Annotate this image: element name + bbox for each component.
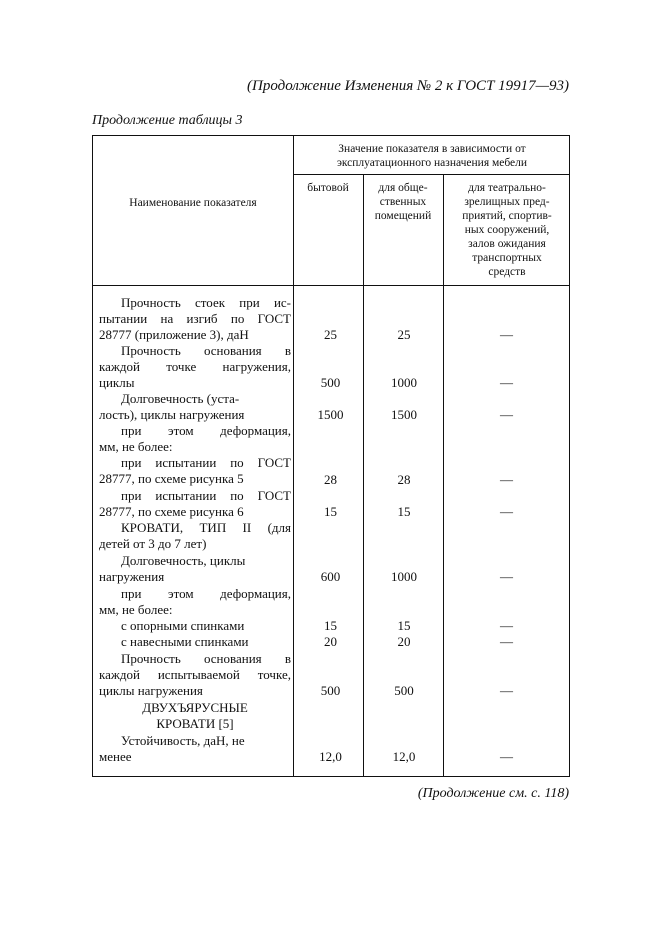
header-line: ственных — [379, 196, 427, 208]
value-household: 500 — [320, 683, 341, 698]
row-label-8 — [99, 553, 291, 585]
label-line: каждой точке нагружения, — [99, 359, 291, 374]
header-line: транспортных — [472, 252, 542, 264]
label-line: 28777 (приложение 3), даН — [99, 327, 249, 342]
label-line: при этом деформация, — [121, 423, 291, 438]
label-line: пытании на изгиб по ГОСТ — [99, 311, 291, 326]
row-label-9 — [99, 586, 291, 618]
label-line: лость), циклы нагружения — [99, 407, 245, 422]
row-label-14 — [99, 733, 291, 765]
label-line: ДВУХЪЯРУСНЫЕ — [142, 700, 248, 715]
value-household: 20 — [324, 634, 337, 649]
value-public: 1500 — [391, 407, 417, 422]
header-line: ных сооружений, — [464, 224, 550, 236]
value-public: 12,0 — [392, 749, 416, 764]
value-public: 25 — [397, 327, 411, 342]
value-theater: — — [500, 683, 513, 698]
value-household: 500 — [320, 375, 341, 390]
header-line: зрелищных пред- — [464, 196, 550, 208]
data-table — [92, 135, 570, 777]
value-household: 600 — [320, 569, 341, 584]
value-public: 20 — [397, 634, 411, 649]
row-label-7 — [99, 520, 291, 552]
value-theater: — — [500, 618, 513, 633]
header-household: бытовой — [307, 182, 349, 194]
row-label-10 — [99, 618, 291, 634]
label-line: циклы — [99, 375, 135, 390]
value-theater: — — [500, 472, 513, 487]
label-line: мм, не более: — [99, 602, 173, 617]
value-public: 500 — [394, 683, 414, 698]
value-household: 15 — [324, 618, 337, 633]
row-label-13 — [99, 700, 291, 732]
value-household: 28 — [324, 472, 337, 487]
row-label-1 — [99, 295, 291, 343]
row-label-6 — [99, 488, 291, 520]
value-public: 1000 — [391, 375, 417, 390]
label-line: при этом деформация, — [121, 586, 291, 601]
row-label-5 — [99, 455, 291, 487]
value-theater: — — [500, 634, 513, 649]
value-household: 15 — [324, 504, 337, 519]
header-theater — [443, 181, 571, 279]
label-line: КРОВАТИ, ТИП II (для — [121, 520, 291, 535]
table-caption: Продолжение таблицы 3 — [92, 113, 243, 128]
label-line: при испытании по ГОСТ — [121, 488, 291, 503]
label-line: нагружения — [99, 569, 165, 584]
value-household: 12,0 — [319, 749, 342, 764]
page-header: (Продолжение Изменения № 2 к ГОСТ 19917—93) — [247, 78, 569, 94]
label-line: 28777, по схеме рисунка 6 — [99, 504, 244, 519]
value-household: 1500 — [317, 407, 344, 422]
row-label-2 — [99, 343, 291, 391]
header-group — [293, 142, 571, 170]
row-label-12 — [99, 651, 291, 699]
label-line: циклы нагружения — [99, 683, 203, 698]
label-line: Прочность основания в — [121, 343, 291, 358]
value-theater: — — [500, 569, 513, 584]
label-line: каждой испытываемой точке, — [99, 667, 291, 682]
col-divider — [293, 136, 294, 776]
label-line: Долговечность (уста- — [121, 391, 240, 406]
row-label-11 — [99, 634, 291, 650]
header-line: средств — [488, 266, 526, 278]
value-public: 15 — [397, 504, 411, 519]
value-theater: — — [500, 749, 513, 764]
header-line: приятий, спортив- — [462, 210, 552, 222]
label-line: при испытании по ГОСТ — [121, 455, 291, 470]
header-line: помещений — [374, 210, 432, 222]
header-line: для обще- — [378, 182, 428, 194]
value-public: 1000 — [391, 569, 417, 584]
header-public — [363, 181, 443, 223]
value-theater: — — [500, 327, 513, 342]
label-line: Устойчивость, даН, не — [121, 733, 245, 748]
label-line: Прочность стоек при ис- — [121, 295, 291, 310]
value-household: 25 — [324, 327, 337, 342]
label-line: мм, не более: — [99, 439, 173, 454]
label-line: КРОВАТИ [5] — [156, 716, 234, 731]
label-line: с навесными спинками — [121, 634, 249, 649]
value-theater: — — [500, 375, 513, 390]
label-line: менее — [99, 749, 132, 764]
row-label-4 — [99, 423, 291, 455]
header-line: для театрально- — [468, 182, 546, 194]
value-public: 28 — [397, 472, 411, 487]
label-line: детей от 3 до 7 лет) — [99, 536, 207, 551]
header-group-line: Значение показателя в зависимости от — [338, 143, 526, 155]
value-theater: — — [500, 504, 513, 519]
page-footer: (Продолжение см. с. 118) — [417, 786, 569, 801]
header-group-line: эксплуатационного назначения мебели — [336, 157, 528, 169]
value-theater: — — [500, 407, 513, 422]
label-line: Долговечность, циклы — [121, 553, 246, 568]
header-divider — [93, 285, 569, 286]
label-line: Прочность основания в — [121, 651, 291, 666]
label-line: 28777, по схеме рисунка 5 — [99, 471, 244, 486]
row-divider — [293, 174, 569, 175]
header-name: Наименование показателя — [129, 197, 257, 209]
value-public: 15 — [397, 618, 411, 633]
row-label-3 — [99, 391, 291, 423]
header-line: залов ожидания — [468, 238, 546, 250]
label-line: с опорными спинками — [121, 618, 245, 633]
